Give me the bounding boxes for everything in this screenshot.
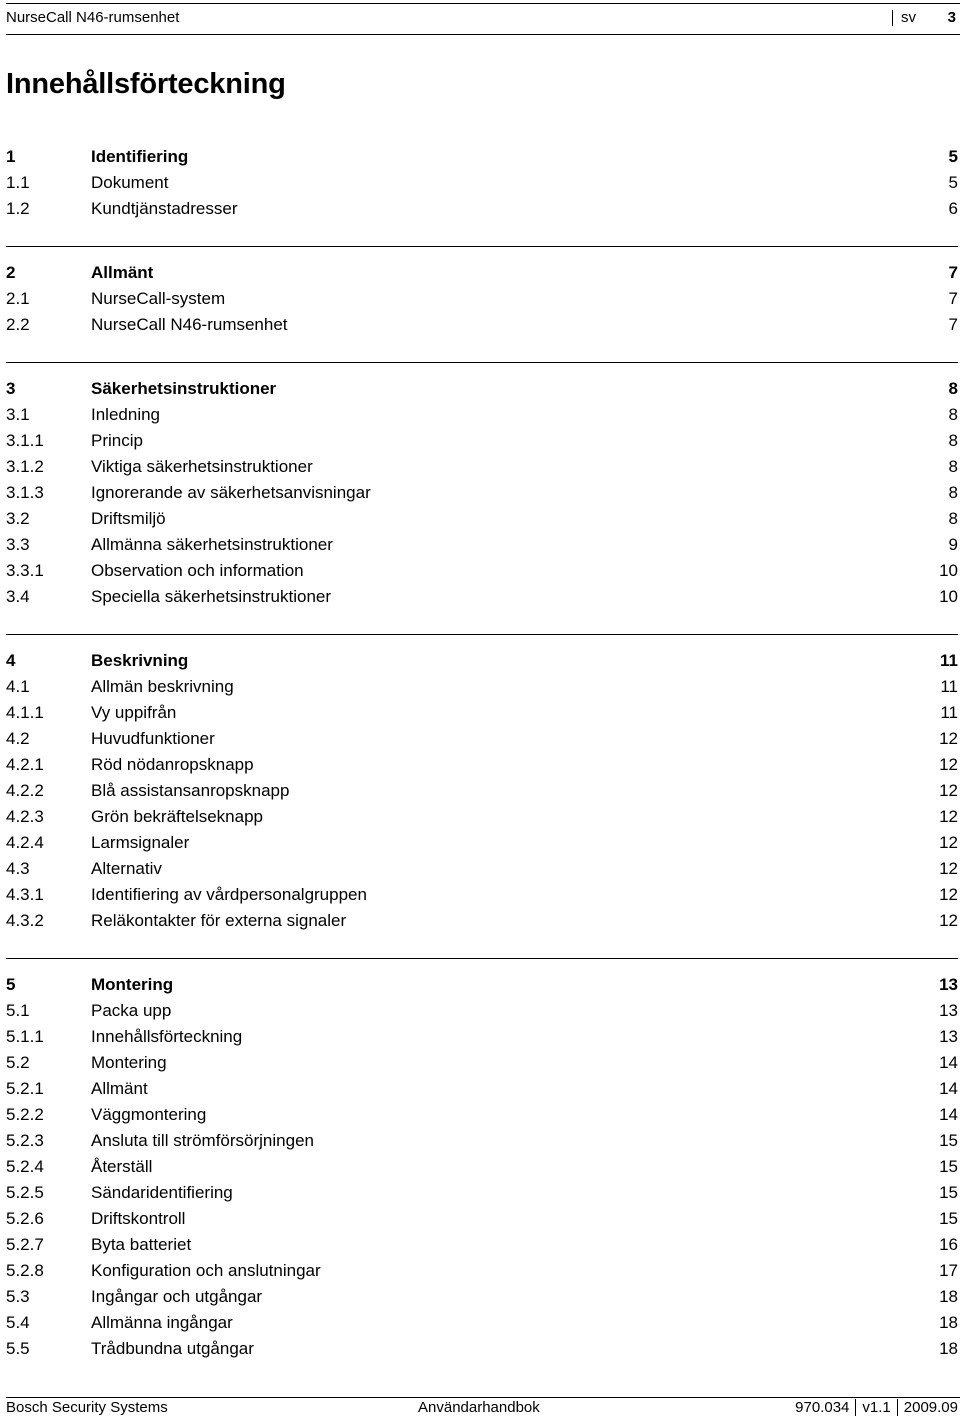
toc-entry-number: 4.1 bbox=[6, 677, 30, 696]
footer-doc-number: 970.034 bbox=[795, 1399, 850, 1416]
toc-entry[interactable] bbox=[6, 778, 958, 804]
toc-entry-title: Innehållsförteckning bbox=[91, 1027, 243, 1046]
footer-company: Bosch Security Systems bbox=[6, 1399, 168, 1416]
toc-entry-title: Packa upp bbox=[91, 1001, 172, 1020]
toc-entry-page: 14 bbox=[939, 1079, 958, 1098]
toc-entry-number: 4.3 bbox=[6, 859, 30, 878]
toc-entry-title: Larmsignaler bbox=[91, 833, 190, 852]
toc-entry[interactable] bbox=[6, 1076, 958, 1102]
toc-entry-page: 12 bbox=[939, 755, 958, 774]
toc-entry-title: Konfiguration och anslutningar bbox=[91, 1261, 321, 1280]
toc-entry-title: Driftskontroll bbox=[91, 1209, 186, 1228]
toc-entry[interactable] bbox=[6, 752, 958, 778]
toc-entry-page: 14 bbox=[939, 1105, 958, 1124]
toc-entry-number: 3.3 bbox=[6, 535, 30, 554]
toc-entry[interactable] bbox=[6, 804, 958, 830]
toc-entry-title: Dokument bbox=[91, 173, 169, 192]
toc-entry-number: 5.2.1 bbox=[6, 1079, 44, 1098]
toc-entry-page: 7 bbox=[948, 289, 958, 308]
footer-version: v1.1 bbox=[855, 1399, 896, 1416]
toc-entry-title: Inledning bbox=[91, 405, 161, 424]
toc-chapter-heading[interactable] bbox=[6, 648, 958, 674]
toc-entry-title: Väggmontering bbox=[91, 1105, 207, 1124]
toc-entry-title: Identifiering av vårdpersonalgruppen bbox=[91, 885, 367, 904]
toc-entry-number: 2.2 bbox=[6, 315, 30, 334]
toc-entry-page: 8 bbox=[948, 483, 958, 502]
toc-entry-number: 1 bbox=[6, 147, 16, 166]
toc-entry-number: 4.2 bbox=[6, 729, 30, 748]
toc-entry-title: Driftsmiljö bbox=[91, 509, 166, 528]
toc-entry[interactable] bbox=[6, 830, 958, 856]
toc-entry-title: Allmänna ingångar bbox=[91, 1313, 233, 1332]
toc-entry[interactable] bbox=[6, 532, 958, 558]
toc-entry-number: 5 bbox=[6, 975, 16, 994]
toc-entry-page: 8 bbox=[948, 457, 958, 476]
header-page-number: 3 bbox=[947, 9, 956, 26]
toc-entry[interactable] bbox=[6, 1024, 958, 1050]
toc-entry-page: 13 bbox=[939, 1001, 958, 1020]
toc-entry-title: Viktiga säkerhetsinstruktioner bbox=[91, 457, 313, 476]
toc-entry-number: 5.2.7 bbox=[6, 1235, 44, 1254]
toc-entry-number: 4.2.2 bbox=[6, 781, 44, 800]
toc-entry[interactable] bbox=[6, 1154, 958, 1180]
toc-entry-page: 18 bbox=[939, 1339, 958, 1358]
toc-entry-number: 3 bbox=[6, 379, 16, 398]
toc-entry-page: 15 bbox=[939, 1131, 958, 1150]
toc-chapter-heading[interactable] bbox=[6, 144, 958, 170]
toc-entry-number: 5.2 bbox=[6, 1053, 30, 1072]
toc-entry-number: 3.2 bbox=[6, 509, 30, 528]
toc-chapter-heading[interactable] bbox=[6, 972, 958, 998]
toc-chapter bbox=[6, 362, 958, 610]
toc-entry[interactable] bbox=[6, 506, 958, 532]
toc-entry-page: 14 bbox=[939, 1053, 958, 1072]
toc-entry[interactable] bbox=[6, 1050, 958, 1076]
toc-entry-page: 5 bbox=[948, 173, 958, 192]
footer-manual-type: Användarhandbok bbox=[418, 1399, 540, 1416]
toc-entry-title: Blå assistansanropsknapp bbox=[91, 781, 290, 800]
toc-entry-page: 11 bbox=[940, 703, 958, 722]
toc-entry-title: Beskrivning bbox=[91, 651, 189, 670]
toc-entry-page: 12 bbox=[939, 859, 958, 878]
toc-entry-number: 5.4 bbox=[6, 1313, 30, 1332]
toc-entry-title: NurseCall N46-rumsenhet bbox=[91, 315, 288, 334]
footer-date: 2009.09 bbox=[897, 1399, 958, 1416]
toc-entry-number: 4.2.1 bbox=[6, 755, 44, 774]
toc-entry-title: Allmänt bbox=[91, 263, 154, 282]
toc-entry-title: Säkerhetsinstruktioner bbox=[91, 379, 277, 398]
toc-entry-page: 12 bbox=[939, 833, 958, 852]
toc-entry-title: NurseCall-system bbox=[91, 289, 226, 308]
toc-entry-page: 8 bbox=[948, 509, 958, 528]
toc-entry-title: Montering bbox=[91, 975, 174, 994]
toc-chapter bbox=[6, 246, 958, 338]
toc-chapter-heading[interactable] bbox=[6, 376, 958, 402]
toc-entry-page: 12 bbox=[939, 729, 958, 748]
toc-entry-page: 13 bbox=[939, 1027, 958, 1046]
toc-entry-title: Allmän beskrivning bbox=[91, 677, 234, 696]
toc-entry[interactable] bbox=[6, 1206, 958, 1232]
toc-entry-number: 3.1.1 bbox=[6, 431, 44, 450]
toc-entry-number: 4.2.4 bbox=[6, 833, 44, 852]
toc-entry-page: 8 bbox=[948, 431, 958, 450]
toc-entry-number: 5.2.8 bbox=[6, 1261, 44, 1280]
toc-entry-page: 12 bbox=[939, 781, 958, 800]
toc-entry[interactable] bbox=[6, 998, 958, 1024]
toc-entry-page: 18 bbox=[939, 1313, 958, 1332]
toc-entry[interactable] bbox=[6, 1336, 958, 1362]
toc-entry-number: 3.3.1 bbox=[6, 561, 44, 580]
toc-entry[interactable] bbox=[6, 1128, 958, 1154]
page-header bbox=[6, 3, 960, 35]
toc-entry-title: Montering bbox=[91, 1053, 167, 1072]
toc-entry-number: 3.1.2 bbox=[6, 457, 44, 476]
toc-entry-page: 12 bbox=[939, 885, 958, 904]
toc-entry[interactable] bbox=[6, 1102, 958, 1128]
toc-entry[interactable] bbox=[6, 1180, 958, 1206]
toc-entry-number: 4.3.1 bbox=[6, 885, 44, 904]
toc-entry-title: Ansluta till strömförsörjningen bbox=[91, 1131, 314, 1150]
toc-entry-title: Huvudfunktioner bbox=[91, 729, 215, 748]
toc-entry-page: 10 bbox=[939, 587, 958, 606]
toc-entry[interactable] bbox=[6, 480, 958, 506]
toc-entry-number: 5.2.3 bbox=[6, 1131, 44, 1150]
toc-entry[interactable] bbox=[6, 1258, 958, 1284]
toc-entry-title: Ignorerande av säkerhetsanvisningar bbox=[91, 483, 371, 502]
toc-entry[interactable] bbox=[6, 882, 958, 908]
page-title: Innehållsförteckning bbox=[6, 68, 286, 100]
toc-entry-page: 10 bbox=[939, 561, 958, 580]
toc-entry[interactable] bbox=[6, 428, 958, 454]
toc-entry-page: 11 bbox=[940, 677, 958, 696]
toc-entry[interactable] bbox=[6, 726, 958, 752]
toc-entry-page: 8 bbox=[948, 379, 958, 398]
toc-entry-number: 5.2.5 bbox=[6, 1183, 44, 1202]
page-footer bbox=[6, 1397, 960, 1419]
toc-entry[interactable] bbox=[6, 558, 958, 584]
footer-doc-info bbox=[795, 1398, 958, 1418]
toc-entry[interactable] bbox=[6, 1284, 958, 1310]
toc-entry-page: 11 bbox=[940, 651, 958, 670]
toc-entry-number: 5.2.2 bbox=[6, 1105, 44, 1124]
toc-entry-page: 18 bbox=[939, 1287, 958, 1306]
toc-entry[interactable] bbox=[6, 584, 958, 610]
toc-entry-number: 3.1.3 bbox=[6, 483, 44, 502]
toc-entry-title: Allmänna säkerhetsinstruktioner bbox=[91, 535, 333, 554]
toc-entry-number: 5.2.6 bbox=[6, 1209, 44, 1228]
toc-entry[interactable] bbox=[6, 402, 958, 428]
toc-entry-number: 3.4 bbox=[6, 587, 30, 606]
toc-entry-title: Kundtjänstadresser bbox=[91, 199, 238, 218]
header-product-name: NurseCall N46-rumsenhet bbox=[6, 9, 180, 26]
toc-entry-title: Allmänt bbox=[91, 1079, 148, 1098]
toc-entry[interactable] bbox=[6, 700, 958, 726]
toc-entry-title: Observation och information bbox=[91, 561, 304, 580]
toc-entry-number: 5.3 bbox=[6, 1287, 30, 1306]
toc-entry-page: 12 bbox=[939, 911, 958, 930]
toc-entry-number: 2.1 bbox=[6, 289, 30, 308]
toc-entry-title: Vy uppifrån bbox=[91, 703, 177, 722]
toc-entry-number: 5.5 bbox=[6, 1339, 30, 1358]
toc-entry-page: 12 bbox=[939, 807, 958, 826]
toc-entry-page: 15 bbox=[939, 1209, 958, 1228]
toc-entry-title: Reläkontakter för externa signaler bbox=[91, 911, 347, 930]
toc-entry[interactable] bbox=[6, 1310, 958, 1336]
toc-entry-number: 1.2 bbox=[6, 199, 30, 218]
toc-entry-title: Sändaridentifiering bbox=[91, 1183, 233, 1202]
toc-entry[interactable] bbox=[6, 196, 958, 222]
toc-chapter-heading[interactable] bbox=[6, 260, 958, 286]
toc-entry[interactable] bbox=[6, 674, 958, 700]
toc-entry[interactable] bbox=[6, 286, 958, 312]
header-language: sv bbox=[892, 10, 916, 26]
toc-entry-title: Återställ bbox=[91, 1157, 153, 1176]
toc-entry-page: 15 bbox=[939, 1157, 958, 1176]
toc-entry-title: Röd nödanropsknapp bbox=[91, 755, 254, 774]
toc-entry-title: Identifiering bbox=[91, 147, 189, 166]
toc-chapter bbox=[6, 958, 958, 1362]
toc-entry-number: 1.1 bbox=[6, 173, 30, 192]
toc-entry-page: 13 bbox=[939, 975, 958, 994]
toc-entry-page: 7 bbox=[948, 263, 958, 282]
toc-entry[interactable] bbox=[6, 312, 958, 338]
toc-chapter bbox=[6, 144, 958, 222]
toc-entry[interactable] bbox=[6, 908, 958, 934]
table-of-contents bbox=[6, 144, 958, 1386]
toc-entry-page: 15 bbox=[939, 1183, 958, 1202]
toc-entry-page: 16 bbox=[939, 1235, 958, 1254]
toc-entry[interactable] bbox=[6, 454, 958, 480]
toc-entry-page: 6 bbox=[948, 199, 958, 218]
toc-entry-number: 4.3.2 bbox=[6, 911, 44, 930]
toc-entry-title: Byta batteriet bbox=[91, 1235, 192, 1254]
toc-entry-number: 4.2.3 bbox=[6, 807, 44, 826]
toc-entry-page: 8 bbox=[948, 405, 958, 424]
toc-entry-number: 4 bbox=[6, 651, 16, 670]
toc-entry-page: 9 bbox=[948, 535, 958, 554]
toc-entry-page: 7 bbox=[948, 315, 958, 334]
toc-entry-number: 2 bbox=[6, 263, 16, 282]
toc-entry-page: 5 bbox=[948, 147, 958, 166]
toc-entry-title: Ingångar och utgångar bbox=[91, 1287, 263, 1306]
toc-entry-title: Speciella säkerhetsinstruktioner bbox=[91, 587, 332, 606]
toc-entry-number: 5.2.4 bbox=[6, 1157, 44, 1176]
toc-entry-title: Grön bekräftelseknapp bbox=[91, 807, 263, 826]
toc-entry-number: 5.1 bbox=[6, 1001, 30, 1020]
toc-entry[interactable] bbox=[6, 856, 958, 882]
toc-entry-page: 17 bbox=[939, 1261, 958, 1280]
toc-entry-title: Trådbundna utgångar bbox=[91, 1339, 254, 1358]
toc-entry-title: Princip bbox=[91, 431, 143, 450]
toc-entry-number: 4.1.1 bbox=[6, 703, 44, 722]
toc-entry-title: Alternativ bbox=[91, 859, 162, 878]
toc-chapter bbox=[6, 634, 958, 934]
toc-entry-number: 5.1.1 bbox=[6, 1027, 44, 1046]
toc-entry-number: 3.1 bbox=[6, 405, 30, 424]
toc-entry[interactable] bbox=[6, 1232, 958, 1258]
toc-entry[interactable] bbox=[6, 170, 958, 196]
